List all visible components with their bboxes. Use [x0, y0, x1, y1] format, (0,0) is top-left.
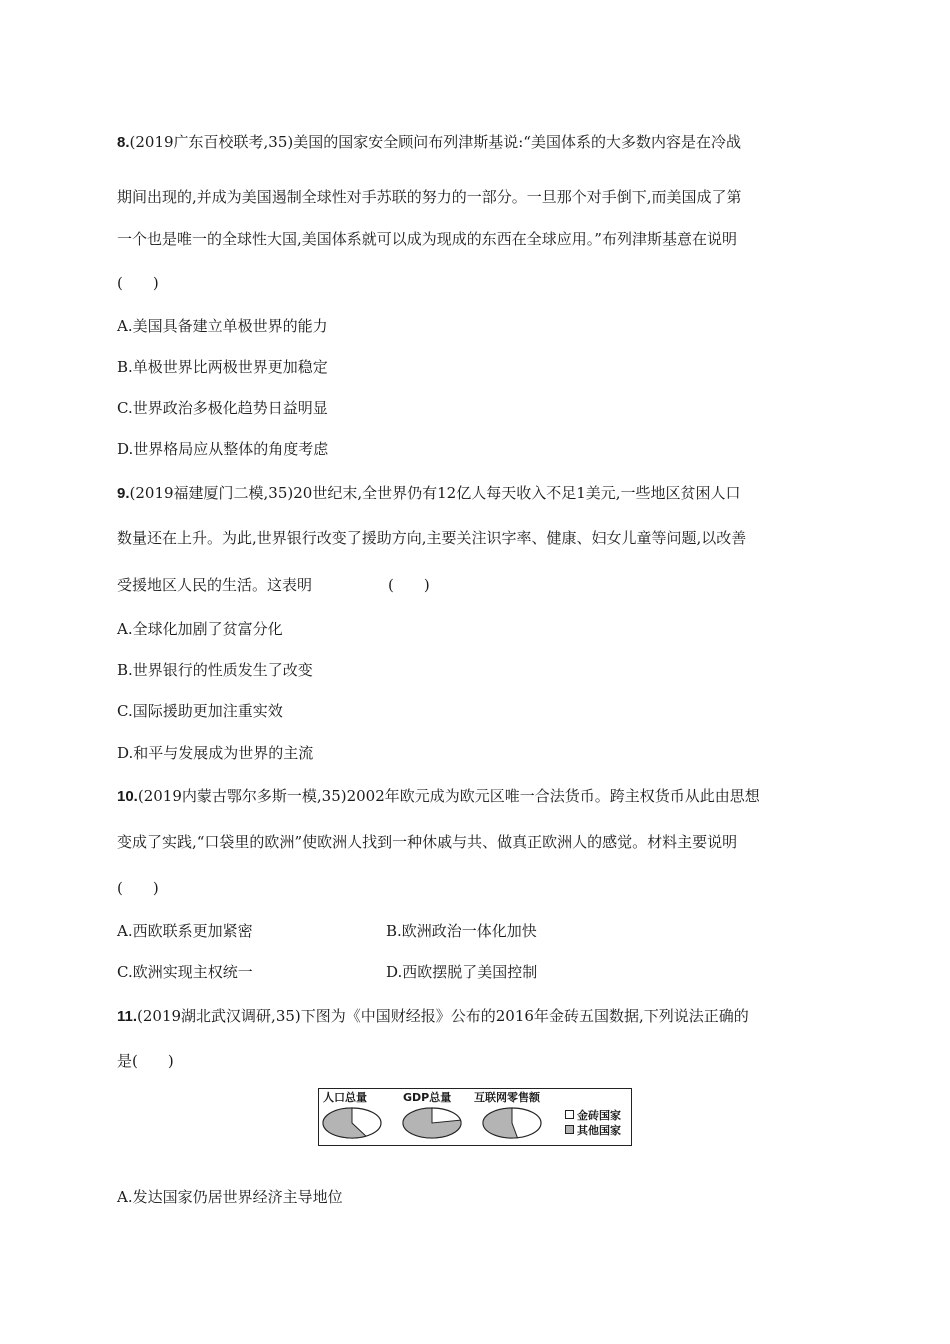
- q9-option-d: D.和平与发展成为世界的主流: [117, 744, 314, 762]
- q8-line-2: 期间出现的,并成为美国遏制全球性对手苏联的努力的一部分。一旦那个对手倒下,而美国成了第: [117, 188, 742, 206]
- pie-label-internet-retail: 互联网零售额: [474, 1091, 540, 1104]
- pie-2-other-slice: [483, 1108, 517, 1138]
- pie-gdp: [401, 1103, 463, 1141]
- q10-option-c: C.欧洲实现主权统一: [117, 963, 253, 981]
- q10-option-d: D.西欧摆脱了美国控制: [386, 963, 538, 981]
- q9-option-b: B.世界银行的性质发生了改变: [117, 661, 313, 679]
- q8-answer-blank: ( ): [117, 274, 159, 292]
- q10-option-a: A.西欧联系更加紧密: [117, 922, 253, 940]
- q9-answer-blank: ( ): [388, 576, 430, 594]
- legend-swatch-other: [565, 1125, 574, 1134]
- legend-swatch-brics: [565, 1110, 574, 1119]
- legend-item-brics: 金砖国家: [565, 1107, 621, 1122]
- q10-answer-blank: ( ): [117, 879, 159, 897]
- pie-population: [321, 1103, 383, 1141]
- pie-internet-retail: [481, 1103, 543, 1141]
- legend-item-other: 其他国家: [565, 1122, 621, 1137]
- q11-number: 11.: [117, 1008, 138, 1025]
- pie-label-gdp: GDP总量: [403, 1091, 452, 1104]
- brics-pie-figure: [318, 1088, 632, 1146]
- q11-line-1: 11.(2019湖北武汉调研,35)下图为《中国财经报》公布的2016年金砖五国数据,下列说法正确的: [117, 1007, 749, 1025]
- pie-legend: [565, 1107, 621, 1137]
- q8-option-a: A.美国具备建立单极世界的能力: [117, 317, 328, 335]
- q11-option-a: A.发达国家仍居世界经济主导地位: [117, 1188, 343, 1206]
- q8-option-d: D.世界格局应从整体的角度考虑: [117, 440, 329, 458]
- q11-line-2: 是( ): [117, 1052, 174, 1070]
- q10-line-2: 变成了实践,“口袋里的欧洲”使欧洲人找到一种休戚与共、做真正欧洲人的感觉。材料主要说明: [117, 833, 738, 851]
- q10-option-b: B.欧洲政治一体化加快: [386, 922, 537, 940]
- q9-number: 9.: [117, 485, 130, 502]
- q8-number: 8.: [117, 134, 130, 151]
- q9-option-c: C.国际援助更加注重实效: [117, 702, 283, 720]
- q10-number: 10.: [117, 788, 138, 805]
- pie-label-population: 人口总量: [323, 1091, 367, 1104]
- q8-option-c: C.世界政治多极化趋势日益明显: [117, 399, 328, 417]
- q9-line-2: 数量还在上升。为此,世界银行改变了援助方向,主要关注识字率、健康、妇女儿童等问题,以改善: [117, 529, 747, 547]
- q8-line-1: 8.(2019广东百校联考,35)美国的国家安全顾问布列津斯基说:“美国体系的大多数内容是在冷战: [117, 133, 741, 151]
- q9-option-a: A.全球化加剧了贫富分化: [117, 620, 283, 638]
- q10-line-1: 10.(2019内蒙古鄂尔多斯一模,35)2002年欧元成为欧元区唯一合法货币。跨主权货币从此由思想: [117, 787, 760, 805]
- q8-option-b: B.单极世界比两极世界更加稳定: [117, 358, 328, 376]
- q9-line-3: 受援地区人民的生活。这表明: [117, 576, 313, 594]
- q9-line-1: 9.(2019福建厦门二模,35)20世纪末,全世界仍有12亿人每天收入不足1美元,一些地区贫困人口: [117, 484, 741, 502]
- q8-line-3: 一个也是唯一的全球性大国,美国体系就可以成为现成的东西在全球应用。”布列津斯基意在说明: [117, 230, 737, 248]
